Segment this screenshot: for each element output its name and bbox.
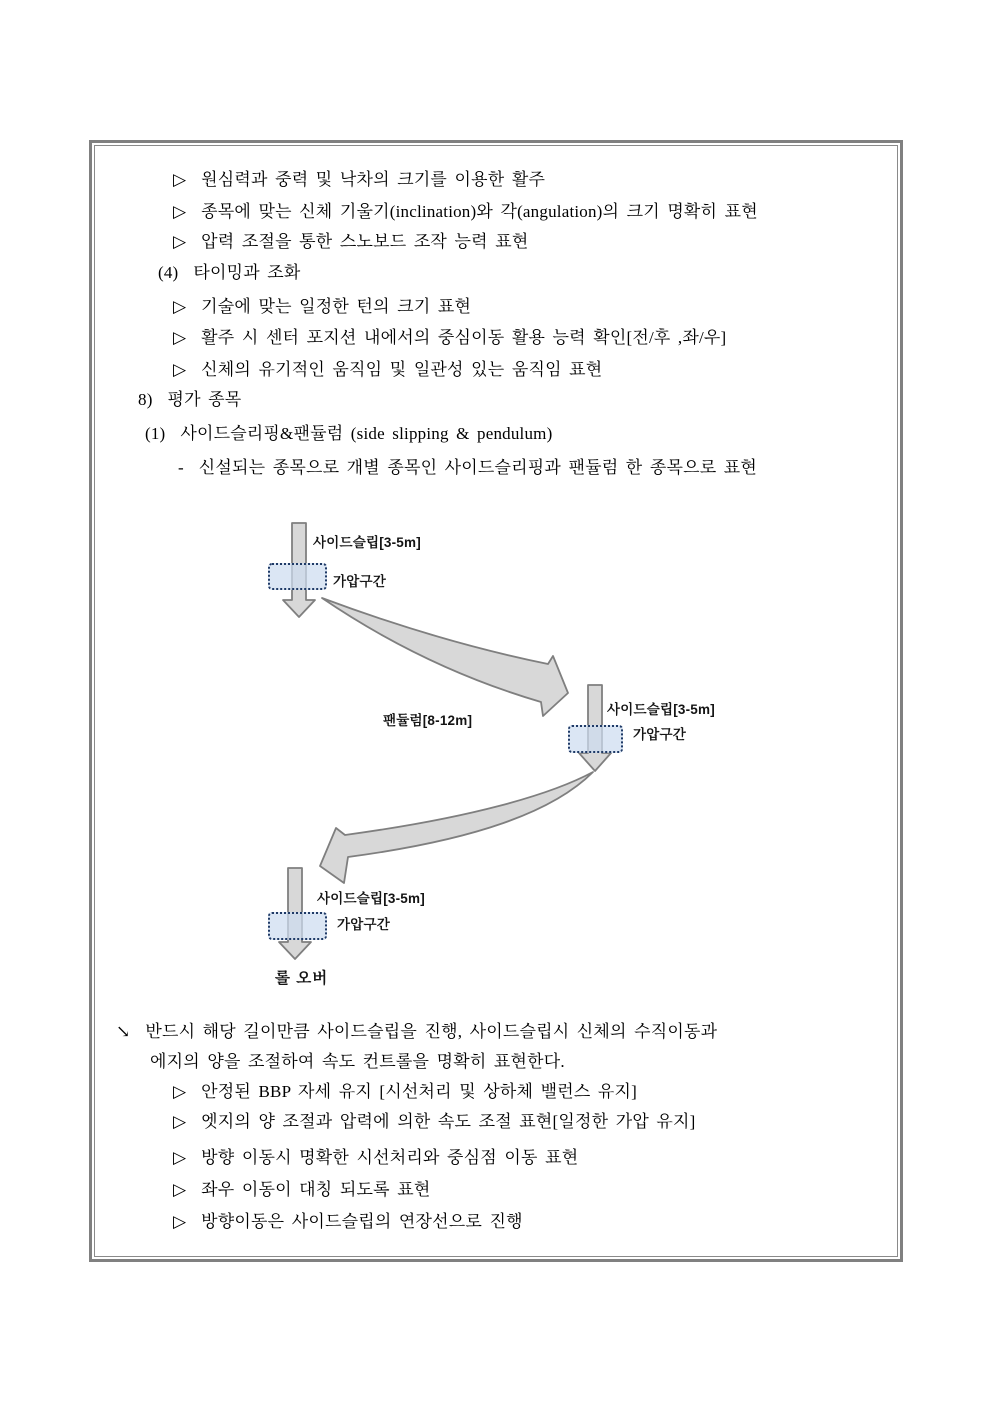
text-line: ▷ 기술에 맞는 일정한 턴의 크기 표현 bbox=[173, 297, 472, 316]
sideslip-label: 사이드슬립[3-5m] bbox=[317, 891, 425, 906]
text-line: ▷ 안정된 BBP 자세 유지 [시선처리 및 상하체 밸런스 유지] bbox=[173, 1082, 638, 1101]
text-line: ↘ 반드시 해당 길이만큼 사이드슬립을 진행, 사이드슬립시 신체의 수직이동과 bbox=[116, 1022, 718, 1041]
pressure-zone-label: 가압구간 bbox=[337, 917, 390, 932]
text-line: ▷ 방향이동은 사이드슬립의 연장선으로 진행 bbox=[173, 1212, 523, 1231]
text-line: 에지의 양을 조절하여 속도 컨트롤을 명확히 표현한다. bbox=[150, 1052, 565, 1071]
rollover-label: 롤 오버 bbox=[275, 970, 329, 987]
curved-arrow-icon bbox=[320, 772, 593, 883]
text-line: (1) 사이드슬리핑&팬듈럼 (side slipping & pendulum) bbox=[145, 424, 553, 443]
pressure-zone-box bbox=[568, 725, 623, 753]
pressure-zone-label: 가압구간 bbox=[333, 574, 386, 589]
sideslip-pendulum-diagram bbox=[250, 500, 760, 1000]
text-line: ▷ 종목에 맞는 신체 기울기(inclination)와 각(angulation)의 크기 명확히 표현 bbox=[173, 202, 758, 221]
text-line: ▷ 원심력과 중력 및 낙차의 크기를 이용한 활주 bbox=[173, 170, 546, 189]
text-line: ▷ 좌우 이동이 대칭 되도록 표현 bbox=[173, 1180, 431, 1199]
text-line: - 신설되는 종목으로 개별 종목인 사이드슬리핑과 팬듈럼 한 종목으로 표현 bbox=[178, 458, 758, 477]
pendulum-label: 팬듈럼[8-12m] bbox=[383, 713, 473, 728]
text-line: ▷ 신체의 유기적인 움직임 및 일관성 있는 움직임 표현 bbox=[173, 360, 603, 379]
pressure-zone-label: 가압구간 bbox=[633, 727, 686, 742]
text-line: 8) 평가 종목 bbox=[138, 390, 242, 409]
text-line: ▷ 압력 조절을 통한 스노보드 조작 능력 표현 bbox=[173, 232, 529, 251]
pressure-zone-box bbox=[268, 912, 327, 940]
text-line: ▷ 방향 이동시 명확한 시선처리와 중심점 이동 표현 bbox=[173, 1148, 579, 1167]
text-line: ▷ 엣지의 양 조절과 압력에 의한 속도 조절 표현[일정한 가압 유지] bbox=[173, 1112, 696, 1131]
sideslip-label: 사이드슬립[3-5m] bbox=[607, 702, 715, 717]
pressure-zone-box bbox=[268, 563, 327, 590]
curved-arrow-icon bbox=[322, 598, 568, 716]
text-line: ▷ 활주 시 센터 포지션 내에서의 중심이동 활용 능력 확인[전/후 ,좌/우] bbox=[173, 328, 727, 347]
sideslip-label: 사이드슬립[3-5m] bbox=[313, 535, 421, 550]
text-line: (4) 타이밍과 조화 bbox=[158, 263, 301, 282]
